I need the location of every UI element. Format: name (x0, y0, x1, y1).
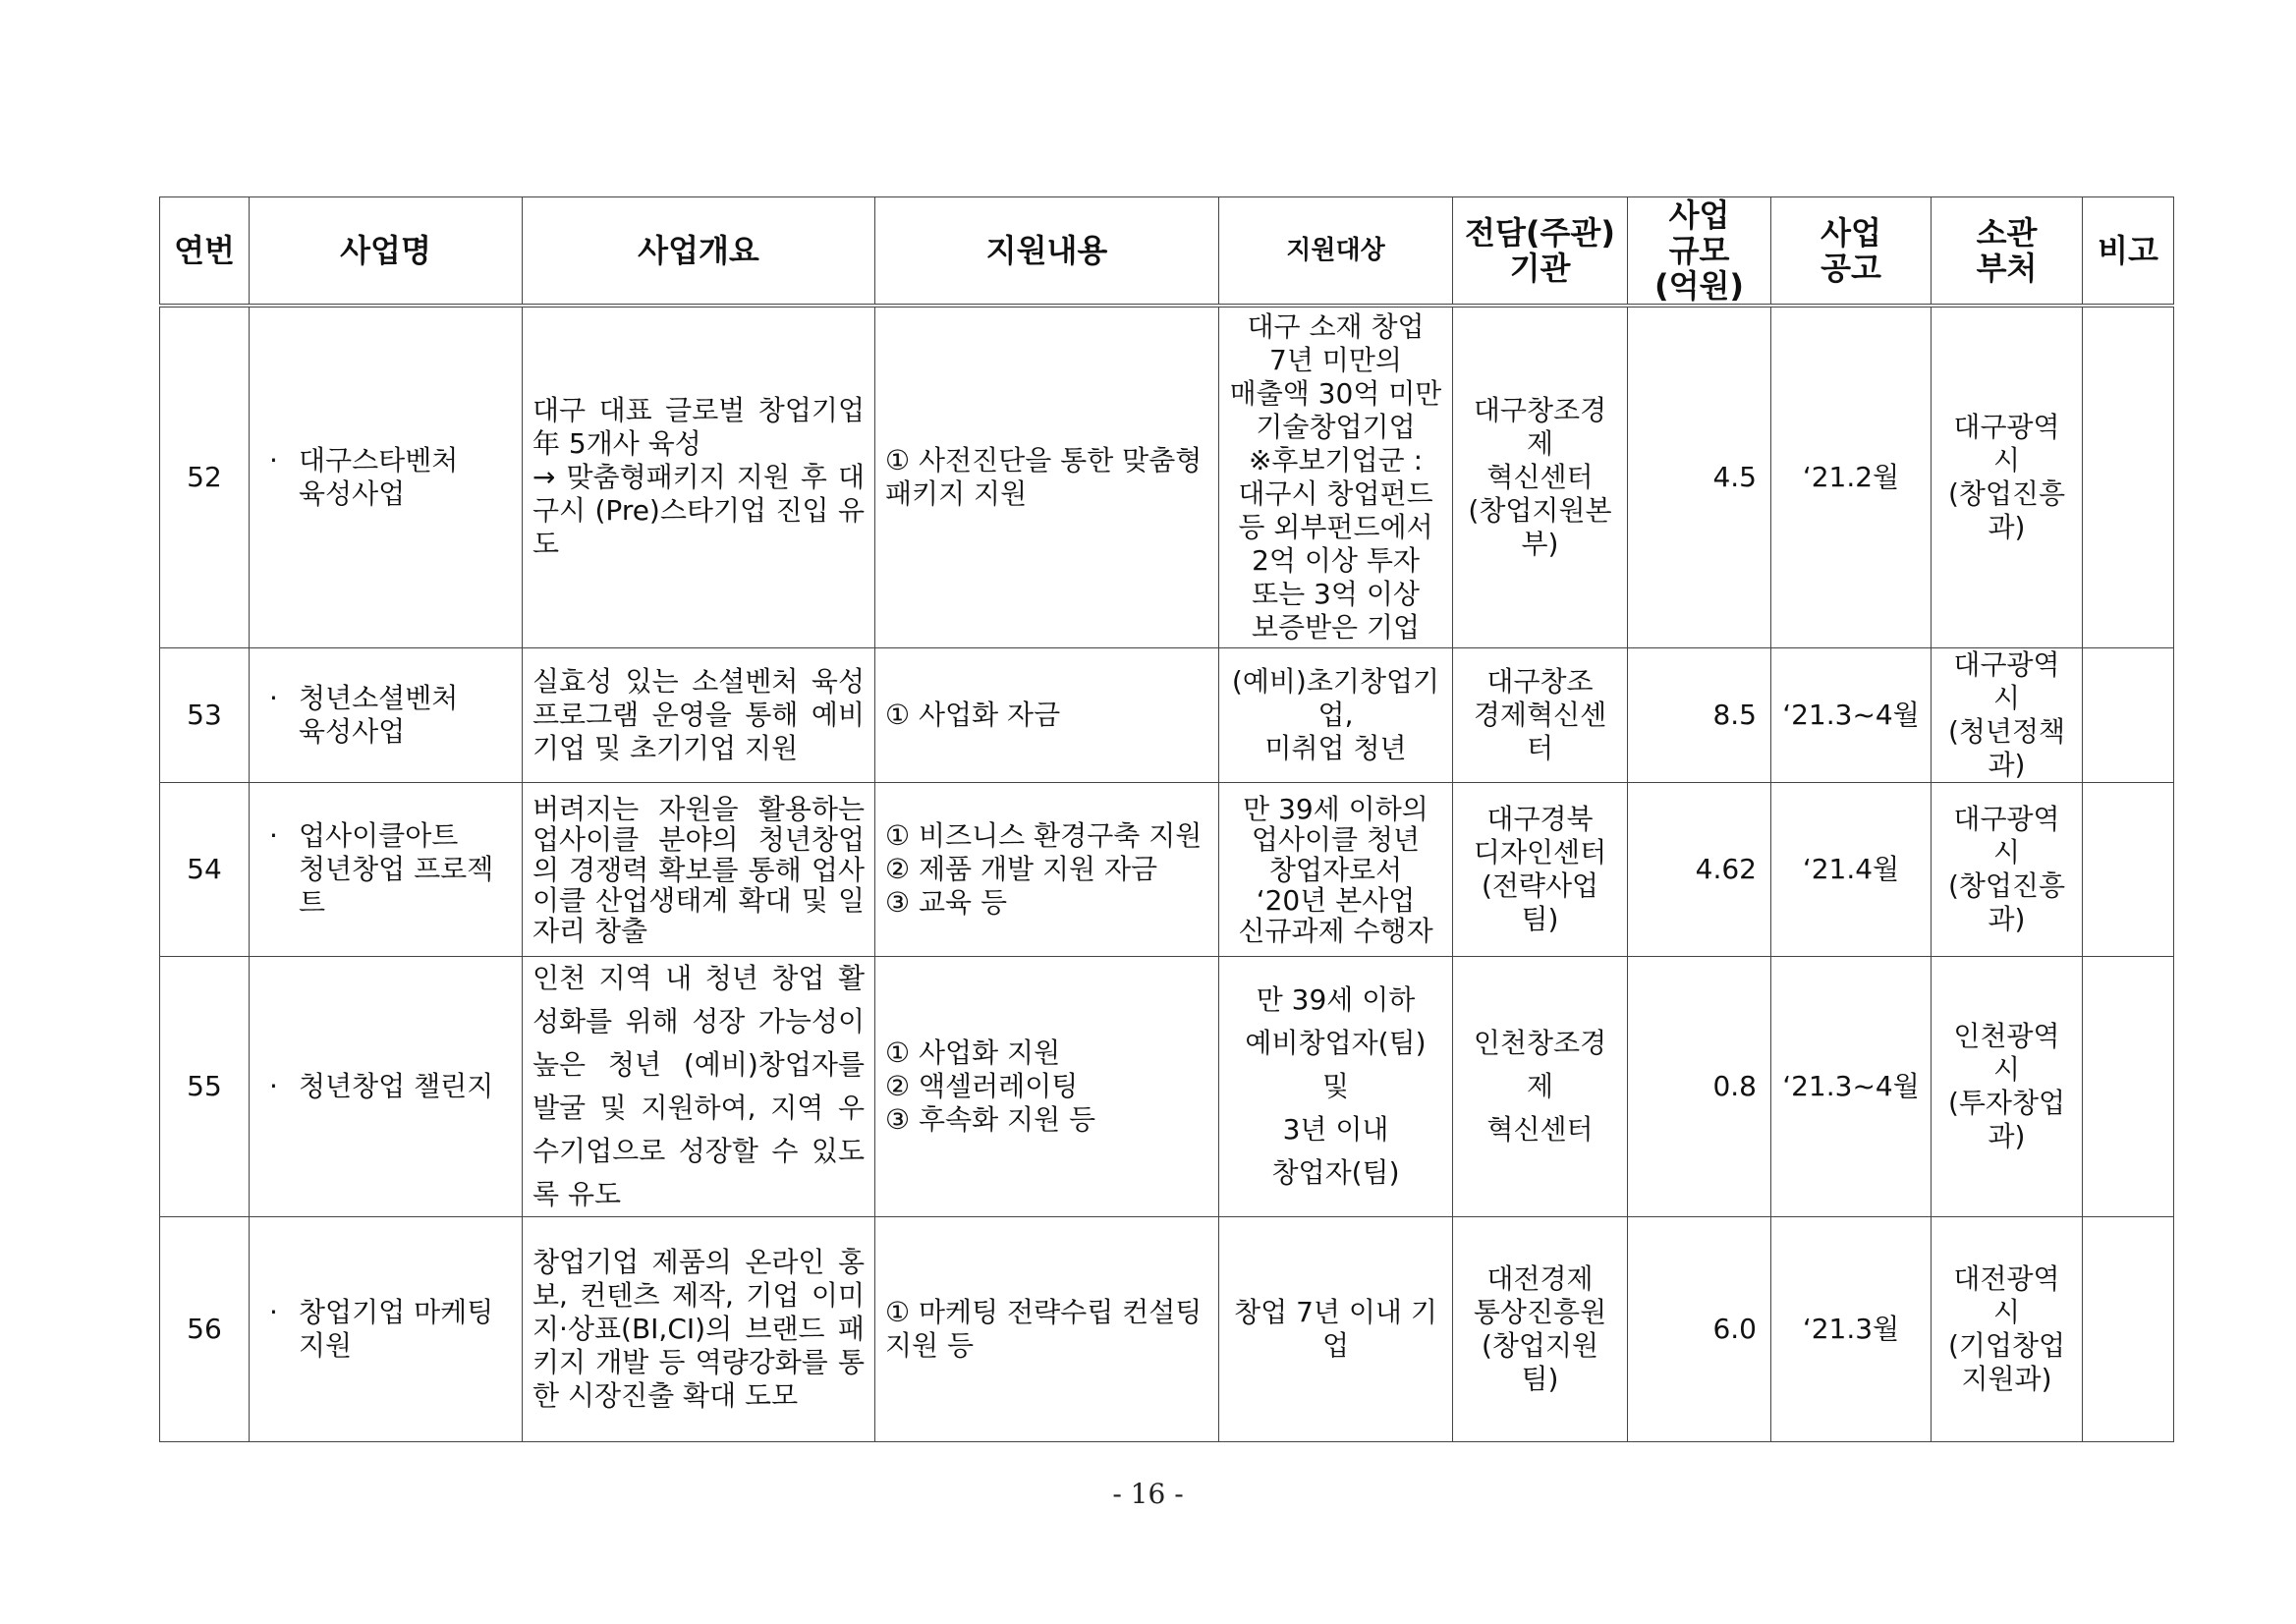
cell-name (250, 1217, 523, 1442)
cell-agency: 대전경제 통상진흥원 (창업지원팀) (1453, 1217, 1628, 1442)
cell-no: 56 (160, 1217, 250, 1442)
bullet-mark: · (269, 444, 278, 476)
cell-no: 54 (160, 783, 250, 957)
cell-overview: 실효성 있는 소셜벤처 육성 프로그램 운영을 통해 예비 기업 및 초기기업 지원 (523, 648, 875, 783)
cell-notice: ‘21.3~4월 (1771, 648, 1932, 783)
bullet-mark: · (269, 1296, 278, 1328)
cell-target: 창업 7년 이내 기업 (1219, 1217, 1453, 1442)
cell-name-text: 청년소셜벤처 육성사업 (299, 682, 459, 748)
cell-no: 53 (160, 648, 250, 783)
header-ministry: 소관 부처 (1932, 197, 2083, 307)
cell-ministry: 대구광역시 (창업진흥과) (1932, 783, 2083, 957)
cell-name-text: 창업기업 마케팅 지원 (299, 1296, 494, 1362)
bullet-mark: · (269, 682, 278, 714)
cell-scale: 0.8 (1628, 957, 1771, 1217)
business-table-container (159, 196, 2173, 1442)
cell-scale: 4.5 (1628, 306, 1771, 648)
cell-ministry: 대전광역시 (기업창업 지원과) (1932, 1217, 2083, 1442)
cell-target: 만 39세 이하의 업사이클 청년 창업자로서 ‘20년 본사업 신규과제 수행자 (1219, 783, 1453, 957)
business-table (159, 196, 2174, 1442)
cell-notice: ‘21.4월 (1771, 783, 1932, 957)
cell-no: 55 (160, 957, 250, 1217)
cell-ministry: 대구광역시 (창업진흥과) (1932, 306, 2083, 648)
cell-ministry: 대구광역시 (청년정책과) (1932, 648, 2083, 783)
header-scale: 사업 규모 (억원) (1628, 197, 1771, 307)
cell-name (250, 306, 523, 648)
cell-ministry: 인천광역시 (투자창업과) (1932, 957, 2083, 1217)
cell-overview: 인천 지역 내 청년 창업 활성화를 위해 성장 가능성이 높은 청년 (예비)창업자를 발굴 및 지원하여, 지역 우수기업으로 성장할 수 있도록 유도 (523, 957, 875, 1217)
cell-scale: 6.0 (1628, 1217, 1771, 1442)
cell-notice: ‘21.2월 (1771, 306, 1932, 648)
header-agency: 전담(주관) 기관 (1453, 197, 1628, 307)
cell-overview: 버려지는 자원을 활용하는 업사이클 분야의 청년창업의 경쟁력 확보를 통해 업사이클 산업생태계 확대 및 일자리 창출 (523, 783, 875, 957)
cell-name-text: 대구스타벤처 육성사업 (299, 444, 459, 510)
cell-target: 대구 소재 창업 7년 미만의 매출액 30억 미만 기술창업기업 ※후보기업군 : 대구시 창업펀드 등 외부펀드에서 2억 이상 투자 또는 3억 이상 보증받은 기업 (1219, 306, 1453, 648)
cell-remarks (2083, 306, 2174, 648)
page-number: - 16 - (1112, 1478, 1184, 1510)
bullet-mark: · (269, 819, 278, 852)
header-no: 연번 (160, 197, 250, 307)
table-header-row (160, 197, 2174, 307)
header-target: 지원대상 (1219, 197, 1453, 307)
header-support: 지원내용 (875, 197, 1219, 307)
cell-support: ① 마케팅 전략수립 컨설팅 지원 등 (875, 1217, 1219, 1442)
cell-scale: 4.62 (1628, 783, 1771, 957)
table-row (160, 306, 2174, 648)
cell-target: (예비)초기창업기업, 미취업 청년 (1219, 648, 1453, 783)
cell-overview: 대구 대표 글로벌 창업기업 年 5개사 육성 → 맞춤형패키지 지원 후 대구시 (Pre)스타기업 진입 유도 (523, 306, 875, 648)
cell-remarks (2083, 957, 2174, 1217)
table-row (160, 783, 2174, 957)
cell-overview: 창업기업 제품의 온라인 홍보, 컨텐츠 제작, 기업 이미지·상표(BI,CI)의 브랜드 패키지 개발 등 역량강화를 통한 시장진출 확대 도모 (523, 1217, 875, 1442)
cell-name (250, 783, 523, 957)
bullet-mark: · (269, 1070, 278, 1102)
cell-target: 만 39세 이하 예비창업자(팀) 및 3년 이내 창업자(팀) (1219, 957, 1453, 1217)
header-name: 사업명 (250, 197, 523, 307)
cell-agency: 대구창조 경제혁신센터 (1453, 648, 1628, 783)
cell-support: ① 사업화 자금 (875, 648, 1219, 783)
header-notice: 사업 공고 (1771, 197, 1932, 307)
table-row (160, 957, 2174, 1217)
cell-remarks (2083, 1217, 2174, 1442)
cell-scale: 8.5 (1628, 648, 1771, 783)
cell-no: 52 (160, 306, 250, 648)
table-row (160, 1217, 2174, 1442)
cell-support: ① 사전진단을 통한 맞춤형 패키지 지원 (875, 306, 1219, 648)
cell-name-text: 업사이클아트 청년창업 프로젝트 (299, 819, 494, 919)
cell-name (250, 957, 523, 1217)
header-overview: 사업개요 (523, 197, 875, 307)
cell-support: ① 비즈니스 환경구축 지원 ② 제품 개발 지원 자금 ③ 교육 등 (875, 783, 1219, 957)
header-remarks: 비고 (2083, 197, 2174, 307)
cell-notice: ‘21.3월 (1771, 1217, 1932, 1442)
cell-agency: 인천창조경제 혁신센터 (1453, 957, 1628, 1217)
table-row (160, 648, 2174, 783)
cell-remarks (2083, 783, 2174, 957)
cell-agency: 대구창조경제 혁신센터 (창업지원본부) (1453, 306, 1628, 648)
cell-remarks (2083, 648, 2174, 783)
cell-name (250, 648, 523, 783)
cell-name-text: 청년창업 챌린지 (299, 1070, 494, 1102)
cell-notice: ‘21.3~4월 (1771, 957, 1932, 1217)
cell-agency: 대구경북 디자인센터 (전략사업팀) (1453, 783, 1628, 957)
cell-support: ① 사업화 지원 ② 액셀러레이팅 ③ 후속화 지원 등 (875, 957, 1219, 1217)
